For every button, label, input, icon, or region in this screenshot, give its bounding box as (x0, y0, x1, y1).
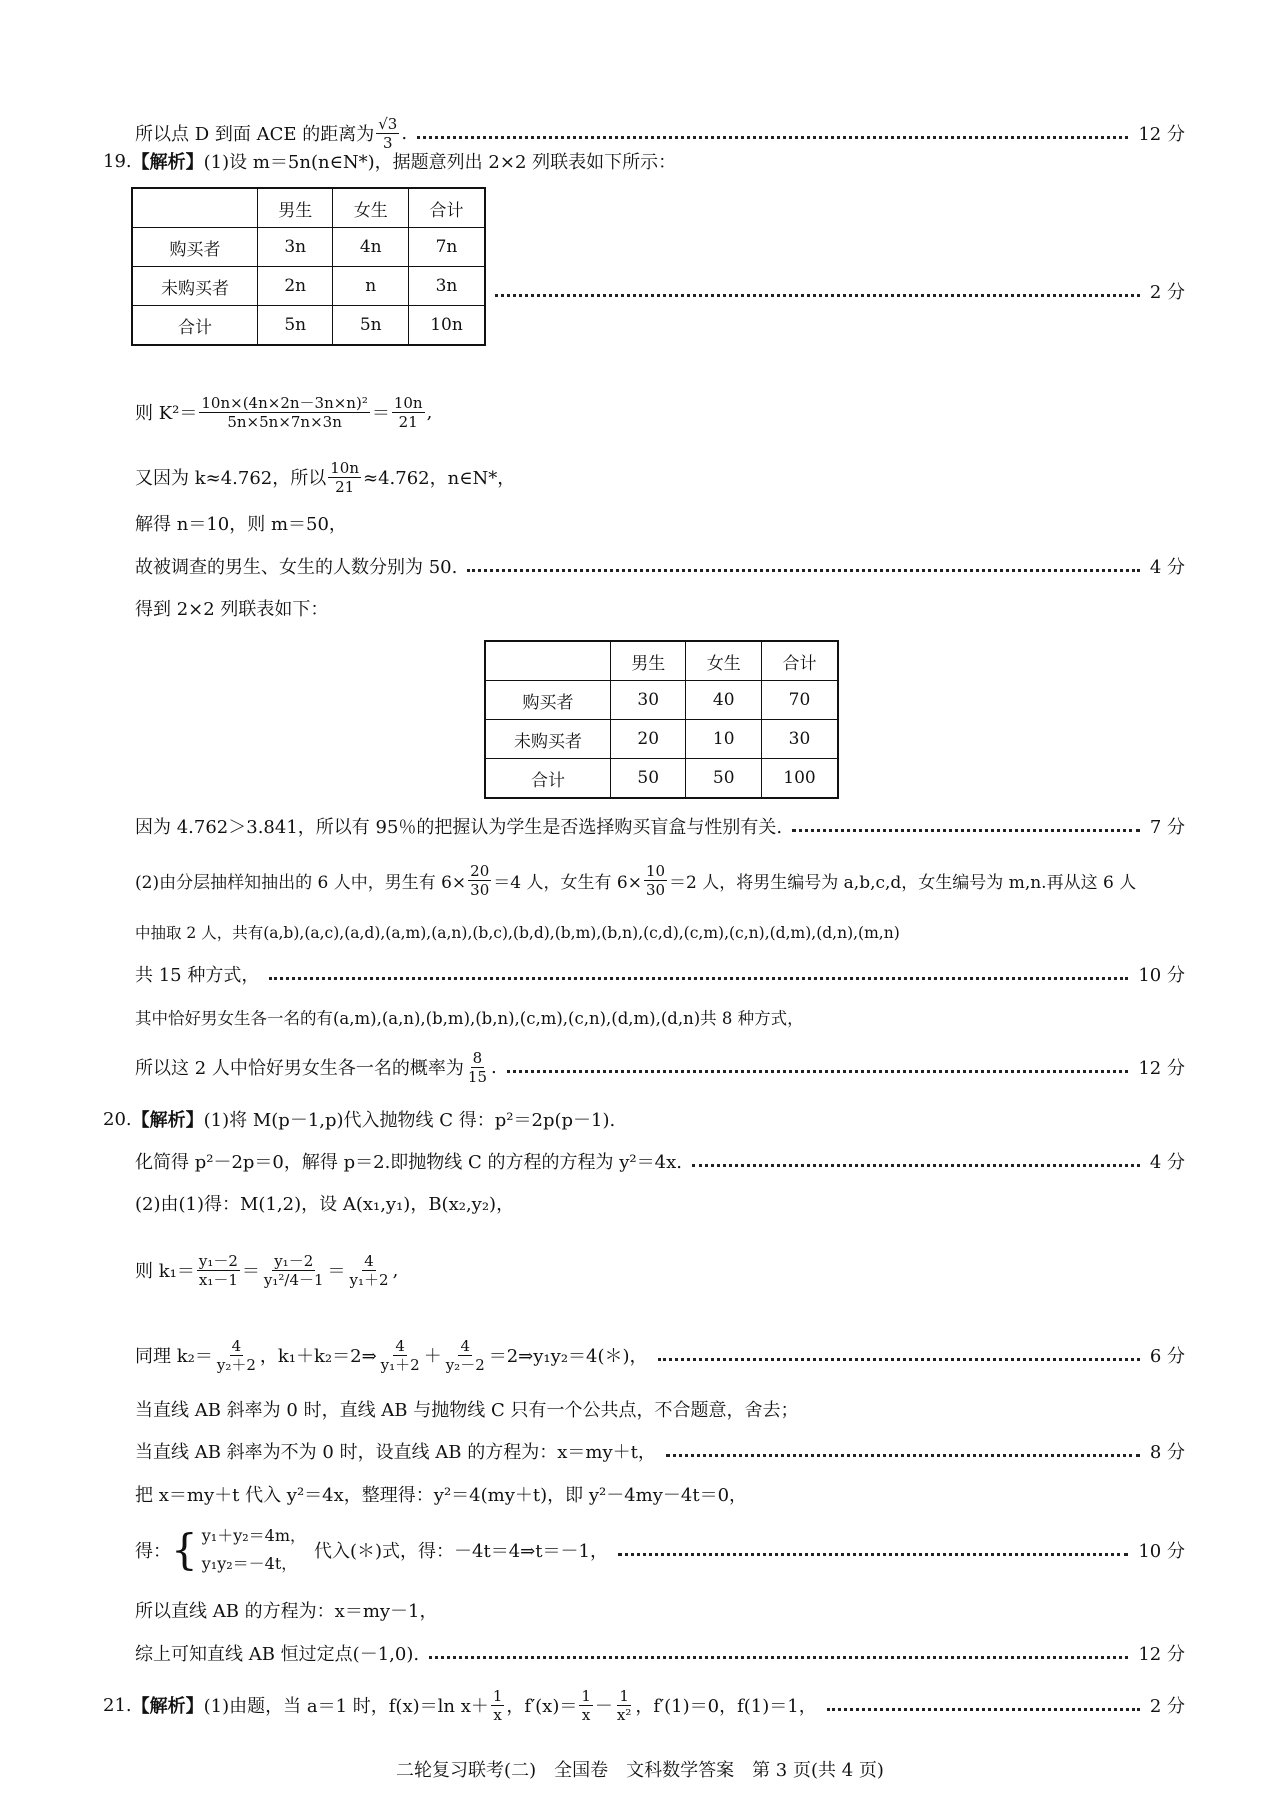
part2-b: 中抽取 2 人，共有(a,b),(a,c),(a,d),(a,m),(a,n),(b,c),(b,d),(b,m),(b,n),(c,d),(c,m),(c,n),(d,m),(d,n),(m,n) (135, 924, 900, 942)
q20-part2: (2)由(1)得：M(1,2)，设 A(x₁,y₁)，B(x₂,y₂)， (135, 1194, 515, 1215)
table-row: 未购买者 20 10 30 (485, 720, 838, 759)
table-row: 合计 50 50 100 (485, 759, 838, 799)
contingency-table-2 (484, 640, 839, 799)
score-label: 12 分 (1138, 124, 1185, 145)
table-row: 未购买者 2n n 3n (132, 267, 485, 306)
table1-score-line: 2 分 (495, 276, 1185, 306)
k1-formula: 则 k₁＝ $\frac{\text{y₁－2}}{\text{x₁－1}}$ ＝ $\frac{\text{y₁－2}}{\text{y₁²/4－1}}$ ＝ $\frac{4}{\text{y₁＋2}}$ , (135, 1251, 399, 1289)
k2-formula: 则 K²＝ $\frac{\text{10n×(4n×2n－3n×n)²}}{5n\times 5n\times 7n\times 3n}$ ＝ $\frac{10n}{21}$ , (135, 393, 433, 431)
contingency-table-1 (131, 187, 486, 346)
q19-intro: 19. 【解析】 (1)设 m＝5n(n∈N*)，据题意列出 2×2 列联表如下所示： (103, 150, 677, 173)
fraction: $\frac{√3}{3}$ (378, 114, 398, 152)
part2-e: 所以这 2 人中恰好男女生各一名的概率为 $\frac{8}{15}$ . 12 分 (135, 1048, 1185, 1086)
conclusion-line: 故被调查的男生、女生的人数分别为 50. 4 分 (135, 557, 1185, 578)
line-eq: 所以直线 AB 的方程为：x＝my－1， (135, 1601, 438, 1622)
answer-line-distance: 所以点 D 到面 ACE 的距离为 $\frac{√3}{3}$ . 12 分 (135, 114, 1185, 152)
slope-not0-line: 当直线 AB 斜率为不为 0 时，设直线 AB 的方程为：x＝my＋t， 8 分 (135, 1442, 1185, 1463)
simplify-line: 化简得 p²－2p＝0，解得 p＝2.即抛物线 C 的方程的方程为 y²＝4x. 4 分 (135, 1152, 1185, 1173)
k2-line: 同理 k₂＝ $\frac{4}{\text{y₂＋2}}$ ，k₁＋k₂＝2⇒ $\frac{4}{\text{y₁＋2}}$ ＋ $\frac{4}{\text{y₂－2}}$ ＝2⇒y₁y₂＝4(＊)， 6 分 (135, 1336, 1185, 1374)
page-footer: 二轮复习联考(二) 全国卷 文科数学答案 第 3 页(共 4 页) (396, 1760, 884, 1781)
leader-dots (417, 136, 1128, 139)
table-header-row: 男生 女生 合计 (485, 641, 838, 681)
table-header-row: 男生 女生 合计 (132, 188, 485, 228)
brace-icon: { (171, 1525, 198, 1574)
table-row: 购买者 3n 4n 7n (132, 228, 485, 267)
because-line: 因为 4.762＞3.841，所以有 95％的把握认为学生是否选择购买盲盒与性别有关. 7 分 (135, 817, 1185, 838)
q20-intro: 20. 【解析】 (1)将 M(p－1,p)代入抛物线 C 得：p²＝2p(p－1). (103, 1108, 616, 1131)
part2-d: 其中恰好男女生各一名的有(a,m),(a,n),(b,m),(b,n),(c,m),(c,n),(d,m),(d,n)共 8 种方式， (135, 1009, 804, 1028)
fixed-point-line: 综上可知直线 AB 恒过定点(－1,0). 12 分 (135, 1644, 1185, 1665)
solve-line: 解得 n＝10，则 m＝50， (135, 514, 347, 535)
table-row: 购买者 30 40 70 (485, 681, 838, 720)
slope0-line: 当直线 AB 斜率为 0 时，直线 AB 与抛物线 C 只有一个公共点，不合题意，舍去； (135, 1400, 799, 1421)
part2-c: 共 15 种方式， 10 分 (135, 965, 1185, 986)
table-row: 合计 5n 5n 10n (132, 306, 485, 346)
distance-text: 所以点 D 到面 ACE 的距离为 (135, 124, 375, 145)
substitute-line: 把 x＝my＋t 代入 y²＝4x，整理得：y²＝4(my＋t)，即 y²－4my－4t＝0， (135, 1485, 748, 1506)
since-line: 又因为 k≈4.762，所以 $\frac{10n}{21}$ ≈4.762，n∈N*， (135, 458, 516, 496)
q21-intro: 21. 【解析】 (1)由题，当 a＝1 时，f(x)＝ln x＋ $\frac{1}{x}$ ，f′(x)＝ $\frac{1}{x}$ － $\frac{1}{\text{x²}}$ ，f′(1)＝0，f(1)＝1， 2 分 (103, 1686, 1185, 1724)
part2-a: (2)由分层抽样知抽出的 6 人中，男生有 6× $\frac{20}{30}$ ＝4 人，女生有 6× $\frac{10}{30}$ ＝2 人，将男生编号为 a,b,c,d，女生编号为 m,n.再从这 6 人 (135, 861, 1137, 899)
get-table-line: 得到 2×2 列联表如下： (135, 599, 329, 620)
system-line: 得： { y₁＋y₂＝4m， y₁y₂＝－4t， 代入(＊)式，得：－4t＝4⇒t＝－1， 10 分 (135, 1525, 1185, 1574)
